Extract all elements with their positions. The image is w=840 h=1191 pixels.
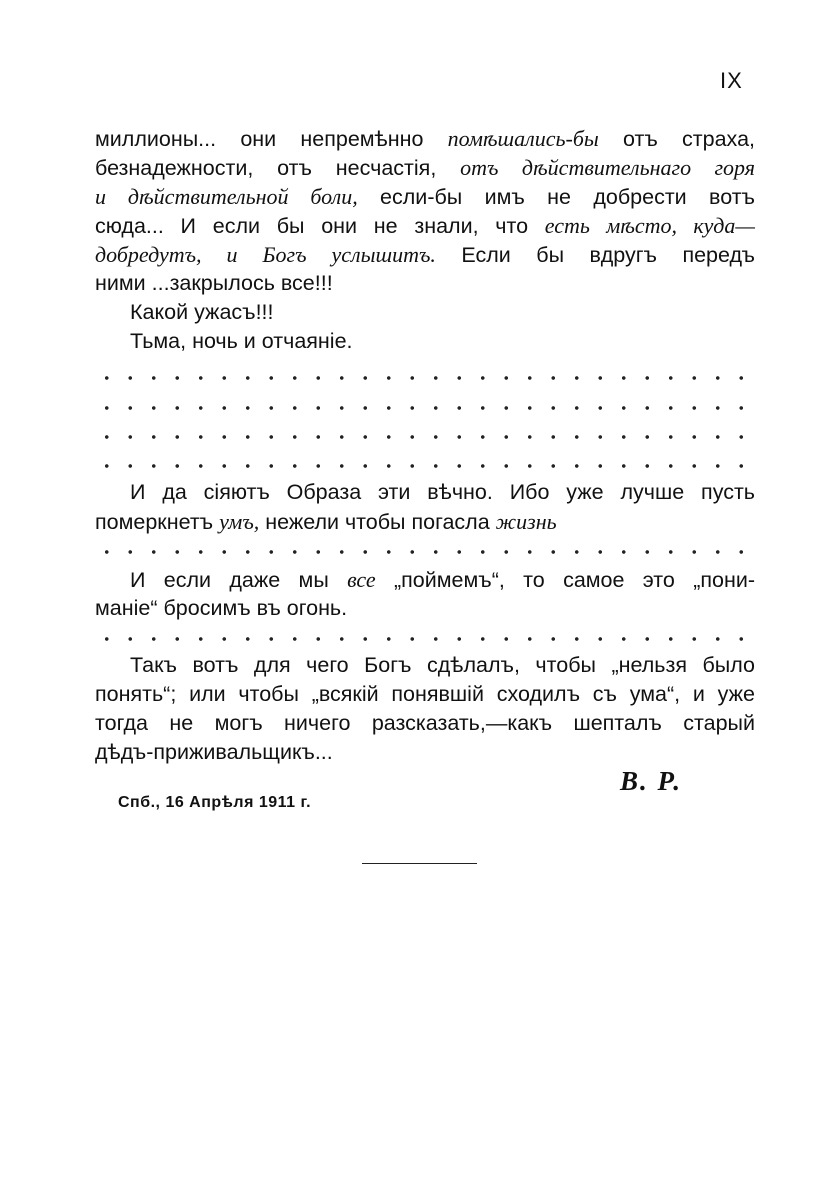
text-line: [95, 124, 755, 153]
paragraph-1: [95, 124, 755, 356]
text-line: тогда не могъ ничего разсказать,—какъ шепталъ старый: [95, 711, 755, 735]
text-line: дѣдъ-приживальщикъ...: [95, 740, 333, 764]
italic-span: и дѣйствительной боли,: [95, 184, 358, 209]
italic-span: отъ дѣйствительнаго горя: [460, 155, 755, 180]
italic-span: помѣшались-бы: [447, 126, 599, 151]
dotted-separator: [95, 403, 750, 413]
line-horror: Какой ужасъ!!!: [130, 300, 274, 324]
text-line: маніе“ бросимъ въ огонь.: [95, 596, 348, 620]
paragraph-3: [95, 565, 755, 623]
end-rule: [362, 863, 477, 864]
italic-span: есть мѣсто, куда—: [544, 213, 755, 238]
italic-span: умъ,: [219, 509, 260, 534]
italic-span: добредутъ, и Богъ услышитъ.: [95, 242, 436, 267]
dotted-separator: [95, 634, 750, 644]
text-line: ними ...закрылось все!!!: [95, 271, 333, 295]
text-span: сюда... И если бы они не знали, что: [95, 214, 545, 238]
text-span: нежели чтобы погасла: [259, 510, 496, 534]
text-line: [95, 211, 755, 240]
place-date-line: Спб., 16 Апрѣля 1911 г.: [118, 794, 312, 811]
text-span: померкнетъ: [95, 510, 220, 534]
page-number: IX: [720, 68, 743, 93]
text-span: И если даже мы: [130, 568, 348, 592]
dotted-separator: [95, 373, 750, 383]
dotted-separator: [95, 432, 750, 442]
paragraph-4: [95, 651, 755, 767]
author-signature: В. Р.: [620, 766, 683, 796]
text-line: [95, 153, 755, 182]
dotted-separator: [95, 547, 750, 557]
text-span: безнадежности, отъ несчастія,: [95, 156, 461, 180]
text-span: отъ страха,: [598, 127, 756, 151]
line-darkness: Тьма, ночь и отчаяніе.: [130, 329, 353, 353]
paragraph-2: [95, 478, 755, 536]
text-span: миллионы... они непремѣнно: [95, 127, 448, 151]
text-line: [95, 565, 755, 594]
italic-span: все: [347, 567, 376, 592]
dotted-separator: [95, 461, 750, 471]
text-line: [95, 182, 755, 211]
text-line: [95, 240, 755, 269]
text-line: понять“; или чтобы „всякій понявшій сходилъ съ ума“, и уже: [95, 682, 755, 706]
text-line: Такъ вотъ для чего Богъ сдѣлалъ, чтобы „нельзя было: [130, 653, 755, 677]
text-span: „поймемъ“, то самое это „пони-: [375, 568, 756, 592]
text-span: если-бы имъ не добрести вотъ: [357, 185, 755, 209]
text-line: [95, 507, 755, 536]
text-line: И да сіяютъ Образа эти вѣчно. Ибо уже лучше пусть: [130, 480, 755, 504]
text-span: Если бы вдругъ передъ: [435, 243, 755, 267]
italic-span: жизнь: [495, 509, 557, 534]
